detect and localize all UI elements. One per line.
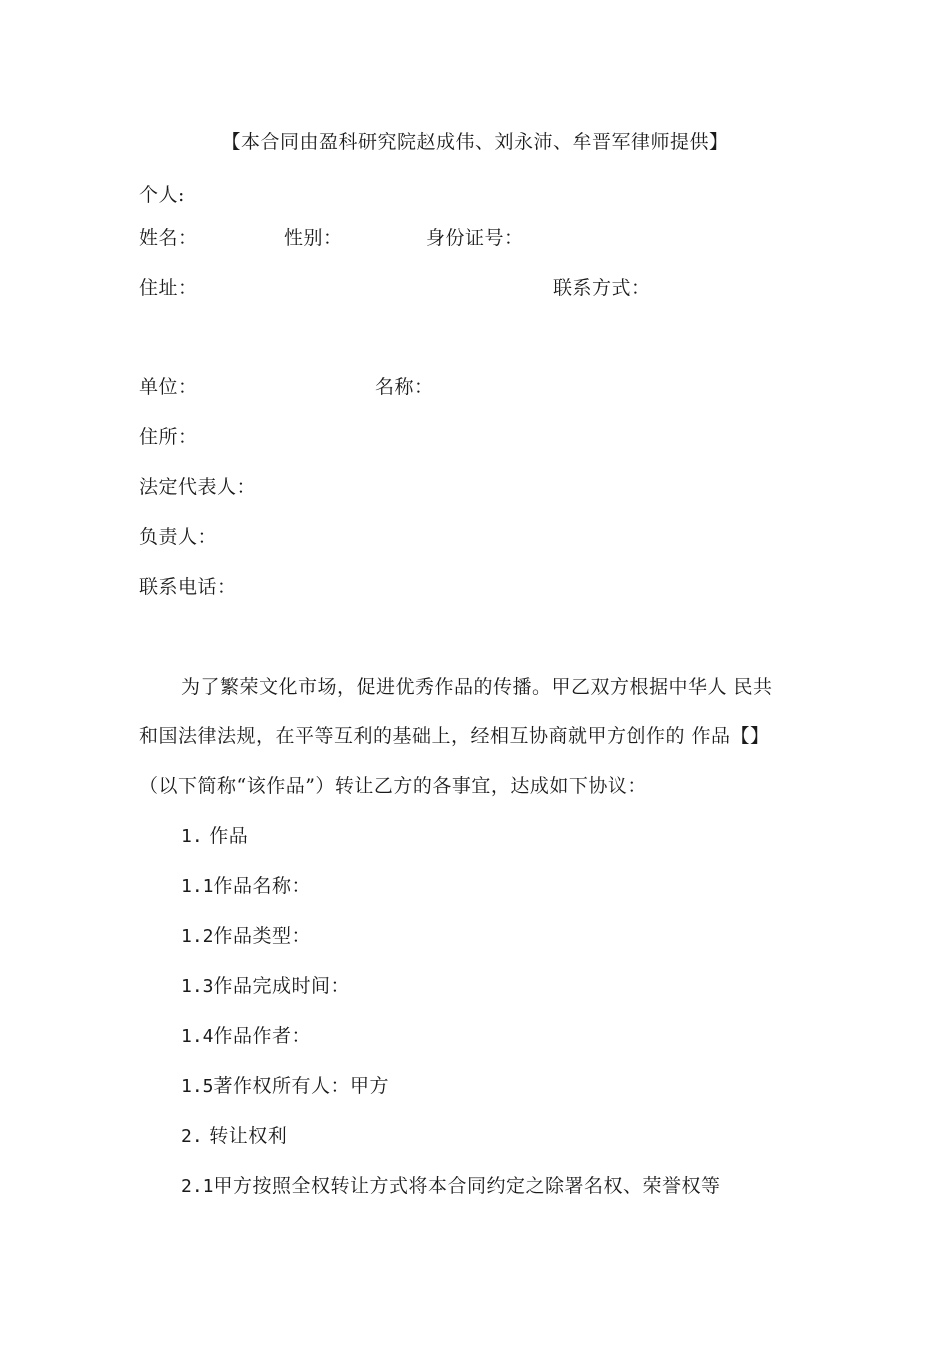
clause-2-1	[181, 1174, 721, 1199]
clause-1-3	[181, 974, 350, 999]
org-name-label: 名称：	[375, 376, 434, 398]
clause-1-1	[181, 874, 311, 899]
domicile-label: 住所：	[139, 426, 198, 448]
unit-label: 单位：	[139, 376, 198, 398]
phone-label: 联系电话：	[139, 576, 237, 598]
clause-text: 作品名称：	[213, 875, 312, 897]
clause-number: 1.2	[181, 926, 214, 947]
contact-label: 联系方式：	[553, 277, 651, 299]
clause-1-5	[181, 1074, 389, 1099]
clause-text: 作品	[202, 825, 249, 847]
preamble-line-1: 为了繁荣文化市场，促进优秀作品的传播。甲乙双方根据中华人 民共	[181, 676, 773, 698]
clause-text: 作品类型：	[213, 925, 312, 947]
clause-number: 1.3	[181, 976, 214, 997]
clause-1	[181, 824, 248, 849]
clause-number: 1.5	[181, 1076, 214, 1097]
clause-number: 1.	[181, 826, 203, 847]
clause-text: 作品完成时间：	[213, 975, 351, 997]
legal-representative-label: 法定代表人：	[139, 476, 257, 498]
clause-text: 转让权利	[202, 1125, 288, 1147]
clause-text: 著作权所有人：甲方	[213, 1075, 390, 1097]
name-label: 姓名：	[139, 227, 198, 249]
clause-number: 2.	[181, 1126, 203, 1147]
individual-heading: 个人:	[139, 184, 185, 206]
clause-1-2	[181, 924, 311, 949]
clause-text: 甲方按照全权转让方式将本合同约定之除署名权、荣誉权等	[213, 1175, 721, 1197]
contract-source-notice: 【本合同由盈科研究院赵成伟、刘永沛、牟晋军律师提供】	[221, 131, 729, 153]
responsible-person-label: 负责人：	[139, 526, 218, 548]
clause-number: 1.1	[181, 876, 214, 897]
clause-text: 作品作者：	[213, 1025, 312, 1047]
address-label: 住址：	[139, 277, 198, 299]
clause-1-4	[181, 1024, 311, 1049]
clause-number: 1.4	[181, 1026, 214, 1047]
gender-label: 性别：	[284, 227, 343, 249]
id-number-label: 身份证号：	[426, 227, 524, 249]
preamble-line-3: （以下简称“该作品”）转让乙方的各事宜，达成如下协议：	[139, 775, 647, 797]
clause-number: 2.1	[181, 1176, 214, 1197]
preamble-line-2: 和国法律法规，在平等互利的基础上，经相互协商就甲方创作的 作品【】	[139, 725, 770, 747]
clause-2	[181, 1124, 287, 1149]
